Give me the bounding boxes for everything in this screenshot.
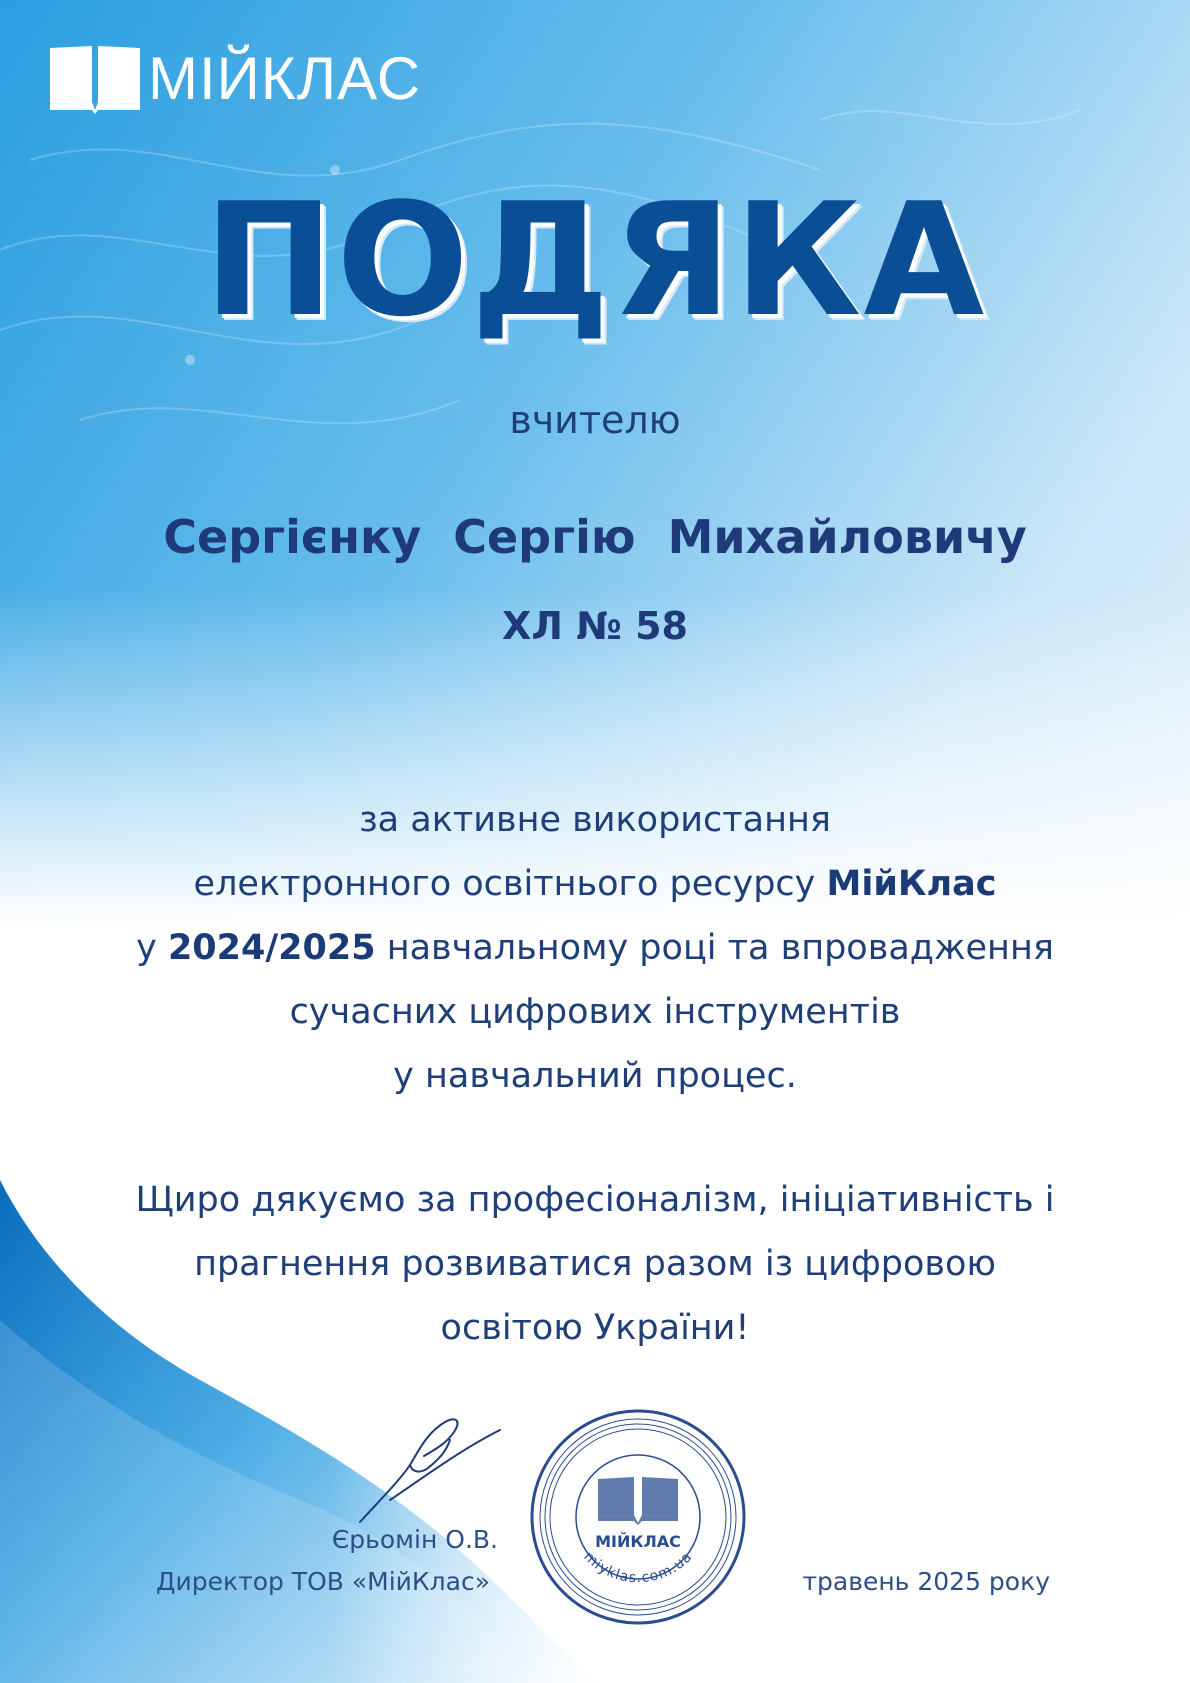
reason-line-4: сучасних цифрових інструментів (289, 992, 901, 1032)
brand-logo (48, 44, 421, 114)
award-reason (40, 788, 1150, 1108)
stamp-brand: МІЙКЛАС (595, 1532, 681, 1551)
school-year: 2024/2025 (167, 928, 376, 968)
open-book-icon (48, 44, 142, 114)
reason-line-3: у 2024/2025 навчальному році та впровадження (136, 928, 1054, 968)
stamp-url: miyklas.com.ua (580, 1548, 696, 1587)
resource-name: МійКлас (826, 864, 997, 904)
brand-name: МІЙКЛАС (148, 45, 422, 112)
thanks-line-3: освітою України! (440, 1308, 750, 1348)
thanks-line-2: прагнення розвиватися разом із цифровою (194, 1244, 996, 1284)
svg-text:miyklas.com.ua (580, 1549, 695, 1587)
recipient-role: вчителю (509, 398, 681, 442)
recipient-name: Сергієнку Сергію Михайловичу (163, 510, 1027, 564)
reason-line-5: у навчальний процес. (393, 1056, 797, 1096)
certificate-title: ПОДЯКА (203, 169, 987, 351)
signature (350, 1410, 510, 1530)
issue-date: травень 2025 року (802, 1567, 1050, 1596)
signer-title: Директор ТОВ «МійКлас» (156, 1567, 490, 1596)
thanks-message (20, 1168, 1170, 1360)
reason-line-2: електронного освітнього ресурсу МійКлас (193, 864, 997, 904)
signer-name: Єрьомін О.В. (331, 1525, 498, 1554)
company-stamp (528, 1407, 748, 1627)
reason-line-1: за активне використання (359, 800, 831, 840)
thanks-line-1: Щиро дякуємо за професіоналізм, ініціативність і (135, 1180, 1055, 1220)
school-name: ХЛ № 58 (502, 604, 688, 648)
